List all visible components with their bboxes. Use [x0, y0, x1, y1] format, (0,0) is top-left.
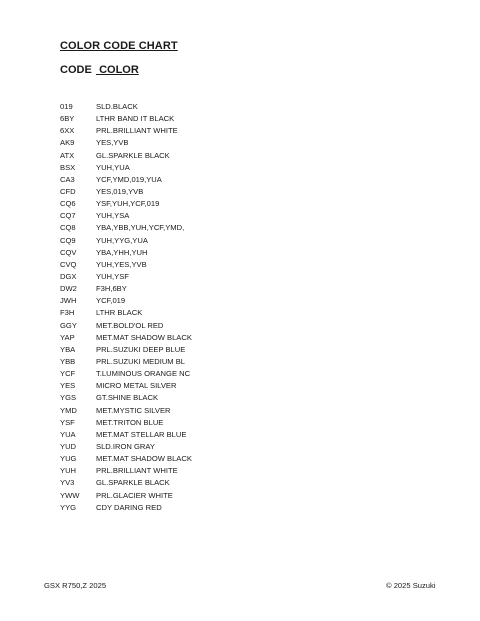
color-code: 019: [60, 102, 73, 111]
color-code: GGY: [60, 320, 77, 330]
color-code: YWW: [60, 490, 80, 500]
color-code: YBA: [60, 344, 76, 354]
color-code: YSF: [60, 417, 75, 427]
table-row: [60, 477, 192, 489]
color-code: DW2: [60, 284, 77, 294]
color-name: MET.MAT STELLAR BLUE: [96, 429, 187, 439]
color-code: YMD: [60, 405, 77, 415]
color-name: YUH,YES,YVB: [96, 259, 147, 269]
table-row: [60, 174, 192, 186]
color-name: GL.SPARKLE BLACK: [96, 150, 170, 160]
color-name: MET.MAT SHADOW BLACK: [96, 454, 192, 464]
color-code: CQV: [60, 247, 77, 257]
table-row: [60, 235, 192, 247]
color-name: GL.SPARKLE BLACK: [96, 478, 170, 488]
table-row: [60, 490, 192, 502]
color-name: MICRO METAL SILVER: [96, 381, 177, 391]
table-row: [60, 113, 192, 125]
page-title: COLOR CODE CHART: [60, 40, 178, 52]
table-row: [60, 332, 192, 344]
color-name: YUH,YYG,YUA: [96, 235, 148, 245]
color-name: SLD.BLACK: [96, 102, 138, 111]
table-row: [60, 198, 192, 210]
color-code: YGS: [60, 393, 77, 403]
color-name: MET.BOLD'OL RED: [96, 320, 164, 330]
color-code: 6BY: [60, 114, 75, 124]
table-row: [60, 150, 192, 162]
table-row: [60, 465, 192, 477]
table-row: [60, 307, 192, 319]
color-name: GT.SHINE BLACK: [96, 393, 159, 403]
footer-model: GSX R750,Z 2025: [44, 581, 107, 590]
color-code: CQ9: [60, 235, 76, 245]
color-code: AK9: [60, 138, 75, 148]
color-code: YYG: [60, 502, 77, 512]
color-code: DGX: [60, 271, 77, 281]
table-row: [60, 392, 192, 404]
color-code: CQ8: [60, 223, 76, 233]
table-row: [60, 429, 192, 441]
color-name: F3H,6BY: [96, 284, 127, 294]
color-name: MET.MYSTIC SILVER: [96, 405, 171, 415]
color-name: PRL.SUZUKI MEDIUM BL: [96, 356, 186, 366]
color-name: PRL.BRILLIANT WHITE: [96, 466, 178, 476]
table-row: [60, 502, 192, 514]
color-name: PRL.GLACIER WHITE: [96, 490, 173, 500]
color-name: YCF,019: [96, 296, 126, 306]
table-row: [60, 417, 192, 429]
color-name: YUH,YSA: [96, 211, 130, 221]
color-name: T.LUMINOUS ORANGE NC: [96, 369, 191, 379]
color-code: YCF: [60, 369, 76, 379]
table-row: [60, 210, 192, 222]
table-header: [60, 64, 139, 76]
table-row: [60, 320, 192, 332]
table-row: [60, 271, 192, 283]
table-row: [60, 222, 192, 234]
table-row: [60, 453, 192, 465]
color-code: CQ6: [60, 199, 76, 209]
color-name: YES,019,YVB: [96, 186, 144, 196]
color-name: MET.MAT SHADOW BLACK: [96, 332, 192, 342]
color-code: F3H: [60, 308, 75, 318]
color-name: YUH,YUA: [96, 162, 130, 172]
color-code: YES: [60, 381, 76, 391]
color-name: SLD.IRON GRAY: [96, 441, 155, 451]
color-name: YBA,YBB,YUH,YCF,YMD,: [96, 223, 185, 233]
color-code-table: [60, 101, 192, 514]
table-row: [60, 380, 192, 392]
color-code: YUH: [60, 466, 77, 476]
color-code: JWH: [60, 296, 77, 306]
table-row: [60, 356, 192, 368]
table-row: [60, 186, 192, 198]
table-row: [60, 101, 192, 113]
color-code: YAP: [60, 332, 75, 342]
table-row: [60, 247, 192, 259]
table-row: [60, 405, 192, 417]
color-code: CFD: [60, 186, 76, 196]
table-row: [60, 162, 192, 174]
color-name: YCF,YMD,019,YUA: [96, 174, 162, 184]
table-row: [60, 137, 192, 149]
table-row: [60, 441, 192, 453]
color-name: CDY DARING RED: [96, 502, 162, 512]
color-name: MET.TRITON BLUE: [96, 417, 164, 427]
color-code: YUA: [60, 429, 76, 439]
color-name: PRL.SUZUKI DEEP BLUE: [96, 344, 186, 354]
color-code: BSX: [60, 162, 76, 172]
color-name: PRL.BRILLIANT WHITE: [96, 126, 178, 136]
color-code: CQ7: [60, 211, 76, 221]
table-row: [60, 125, 192, 137]
color-name: YSF,YUH,YCF,019: [96, 199, 160, 209]
table-row: [60, 368, 192, 380]
column-header-color: COLOR: [99, 64, 139, 76]
color-name: YUH,YSF: [96, 271, 129, 281]
table-row: [60, 295, 192, 307]
table-row: [60, 259, 192, 271]
table-row: [60, 283, 192, 295]
color-name: YBA,YHH,YUH: [96, 247, 148, 257]
color-name: YES,YVB: [96, 138, 129, 148]
color-code: YV3: [60, 478, 75, 488]
color-code: CA3: [60, 174, 75, 184]
color-code: ATX: [60, 150, 75, 160]
color-code: CVQ: [60, 259, 77, 269]
color-code: YUD: [60, 441, 77, 451]
color-code: YBB: [60, 356, 76, 366]
color-name: LTHR BLACK: [96, 308, 143, 318]
color-code: 6XX: [60, 126, 75, 136]
column-header-code: CODE: [60, 64, 92, 76]
color-code: YUG: [60, 454, 77, 464]
footer-copyright: © 2025 Suzuki: [386, 581, 436, 590]
table-row: [60, 344, 192, 356]
color-name: LTHR BAND IT BLACK: [96, 114, 175, 124]
